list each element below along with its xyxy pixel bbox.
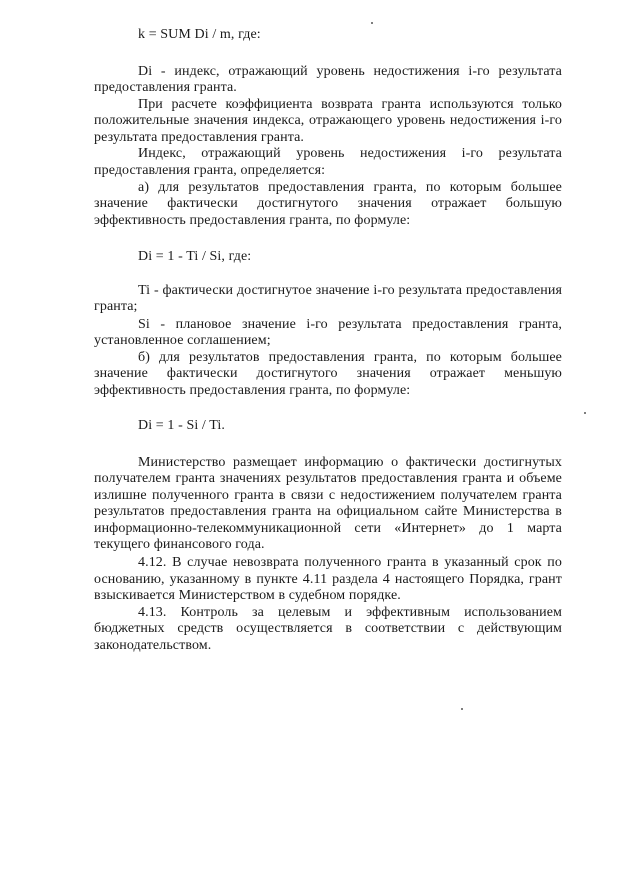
para-ministry-line-3: излишне полученного гранта в связи с недостижением получателем гранта	[94, 488, 562, 503]
para-b-line-3: эффективность предоставления гранта, по формуле:	[94, 383, 411, 398]
para-di-line-1: Di - индекс, отражающий уровень недостижения i-го результата	[138, 64, 562, 79]
para-index-line-2: предоставления гранта, определяется:	[94, 163, 326, 178]
para-ministry-line-6: текущего финансового года.	[94, 537, 265, 552]
para-413-line-2: бюджетных средств осуществляется в соответствии с действующим	[94, 621, 562, 636]
para-index-line-1: Индекс, отражающий уровень недостижения i-го результата	[138, 146, 562, 161]
para-413-line-3: законодательством.	[94, 638, 212, 653]
para-b-line-2: значение фактически достигнутого значения отражает меньшую	[94, 366, 562, 381]
para-412-line-2: основанию, указанному в пункте 4.11 раздела 4 настоящего Порядка, грант	[94, 572, 562, 587]
para-di-line-2: предоставления гранта.	[94, 80, 237, 95]
para-si-line-1: Si - плановое значение i-го результата предоставления гранта,	[138, 317, 562, 332]
para-ministry-line-5: информационно-телекоммуникационной сети «Интернет» до 1 марта	[94, 521, 562, 536]
para-calc-line-2: положительные значения индекса, отражающего уровень недостижения i-го	[94, 113, 562, 128]
para-ministry-line-1: Министерство размещает информацию о фактически достигнутых	[138, 455, 562, 470]
formula-di-b: Di = 1 - Si / Ti.	[138, 418, 226, 433]
para-ti-line-2: гранта;	[94, 299, 138, 314]
para-calc-line-3: результата предоставления гранта.	[94, 130, 304, 145]
para-a-line-3: эффективность предоставления гранта, по формуле:	[94, 213, 411, 228]
para-ministry-line-4: результатов предоставления гранта на официальном сайте Министерства в	[94, 504, 562, 519]
para-b-line-1: б) для результатов предоставления гранта, по которым большее	[138, 350, 562, 365]
para-calc-line-1: При расчете коэффициента возврата гранта используются только	[138, 97, 562, 112]
scan-speck	[371, 22, 373, 24]
para-si-line-2: установленное соглашением;	[94, 333, 271, 348]
para-ministry-line-2: получателем гранта значениях результатов предоставления гранта и объеме	[94, 471, 562, 486]
formula-k: k = SUM Di / m, где:	[138, 27, 261, 42]
para-413-line-1: 4.13. Контроль за целевым и эффективным использованием	[138, 605, 562, 620]
scan-speck	[584, 412, 586, 414]
para-412-line-1: 4.12. В случае невозврата полученного гранта в указанный срок по	[138, 555, 562, 570]
para-a-line-2: значение фактически достигнутого значения отражает большую	[94, 196, 562, 211]
para-412-line-3: взыскивается Министерством в судебном порядке.	[94, 588, 401, 603]
para-a-line-1: а) для результатов предоставления гранта, по которым большее	[138, 180, 562, 195]
para-ti-line-1: Ti - фактически достигнутое значение i-го результата предоставления	[138, 283, 562, 298]
scan-speck	[461, 708, 463, 710]
formula-di-a: Di = 1 - Ti / Si, где:	[138, 249, 252, 264]
